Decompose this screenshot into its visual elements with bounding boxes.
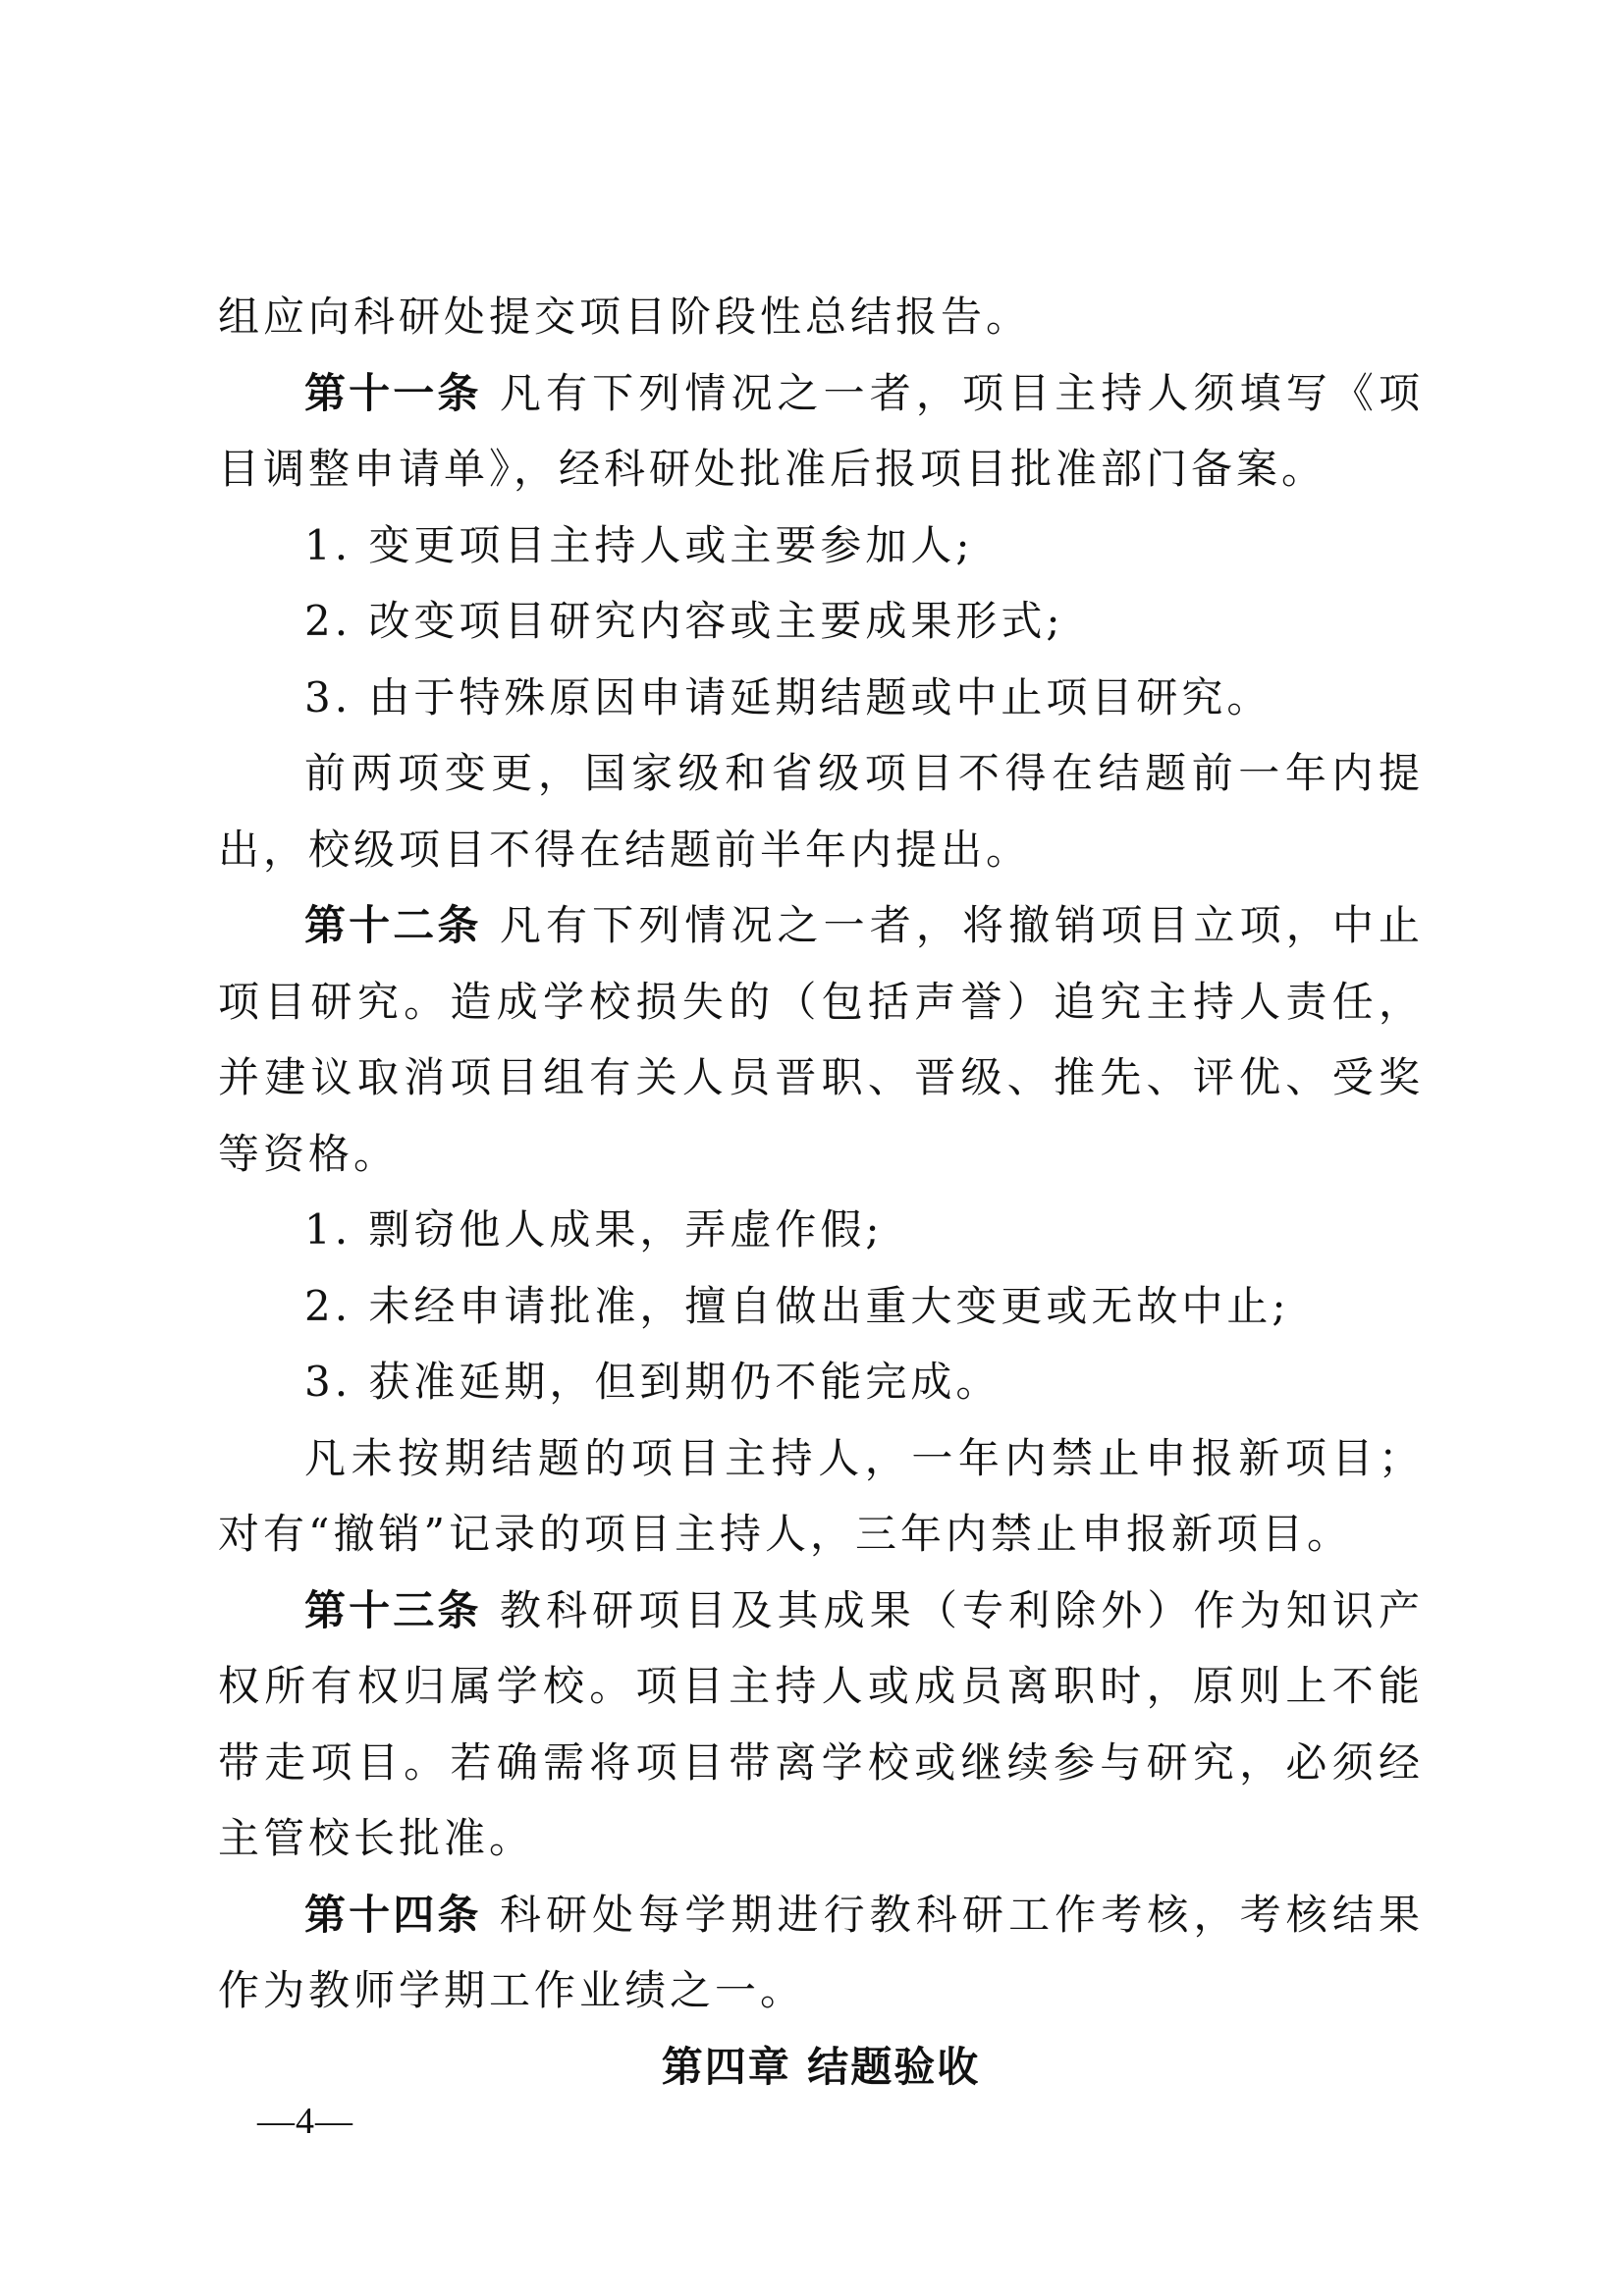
list-item-text: 1. 变更项目主持人或主要参加人; [304, 520, 974, 569]
article-14-heading: 第十四条 [304, 1890, 482, 1939]
article-11-item-2 [218, 583, 1424, 660]
paragraph-text: 凡未按期结题的项目主持人，一年内禁止申报新项目；对有“撤销”记录的项目主持人，三年内禁止申报新项目。 [218, 1433, 1424, 1558]
article-11-item-1 [218, 507, 1424, 584]
list-item-text: 3. 获准延期，但到期仍不能完成。 [304, 1358, 1001, 1406]
article-11-text: 凡有下列情况之一者，项目主持人须填写《项目调整申请单》，经科研处批准后报项目批准部门备案。 [218, 368, 1424, 493]
paragraph-text: 组应向科研处提交项目阶段性总结报告。 [218, 293, 1032, 341]
article-11-heading: 第十一条 [304, 368, 482, 417]
chapter-title: 第四章 结题验收 [661, 2042, 981, 2091]
article-13-text: 教科研项目及其成果（专利除外）作为知识产权所有权归属学校。项目主持人或成员离职时，原则上不能带走项目。若确需将项目带离学校或继续参与研究，必须经主管校长批准。 [218, 1585, 1424, 1862]
article-14 [218, 1877, 1424, 2029]
document-body [218, 279, 1424, 2105]
article-12 [218, 887, 1424, 1192]
list-item-text: 1. 剽窃他人成果，弄虚作假; [304, 1205, 884, 1254]
article-11 [218, 355, 1424, 507]
article-12-item-1 [218, 1192, 1424, 1268]
article-14-text: 科研处每学期进行教科研工作考核，考核结果作为教师学期工作业绩之一。 [218, 1890, 1424, 2014]
paragraph-text: 前两项变更，国家级和省级项目不得在结题前一年内提出，校级项目不得在结题前半年内提出。 [218, 749, 1424, 874]
article-13-heading: 第十三条 [304, 1585, 482, 1634]
article-12-item-3 [218, 1344, 1424, 1420]
article-12-item-2 [218, 1268, 1424, 1345]
article-12-heading: 第十二条 [304, 901, 482, 949]
article-11-item-3 [218, 660, 1424, 736]
list-item-text: 3. 由于特殊原因申请延期结题或中止项目研究。 [304, 672, 1272, 721]
list-item-text: 2. 未经申请批准，擅自做出重大变更或无故中止; [304, 1281, 1290, 1330]
paragraph-continuation [218, 279, 1424, 355]
list-item-text: 2. 改变项目研究内容或主要成果形式; [304, 597, 1064, 645]
article-12-text: 凡有下列情况之一者，将撤销项目立项，中止项目研究。造成学校损失的（包括声誉）追究主持人责任，并建议取消项目组有关人员晋职、晋级、推先、评优、受奖等资格。 [218, 901, 1424, 1178]
article-12-note [218, 1420, 1424, 1573]
page-number: —4— [257, 2101, 353, 2142]
article-13 [218, 1573, 1424, 1877]
article-11-note [218, 735, 1424, 887]
